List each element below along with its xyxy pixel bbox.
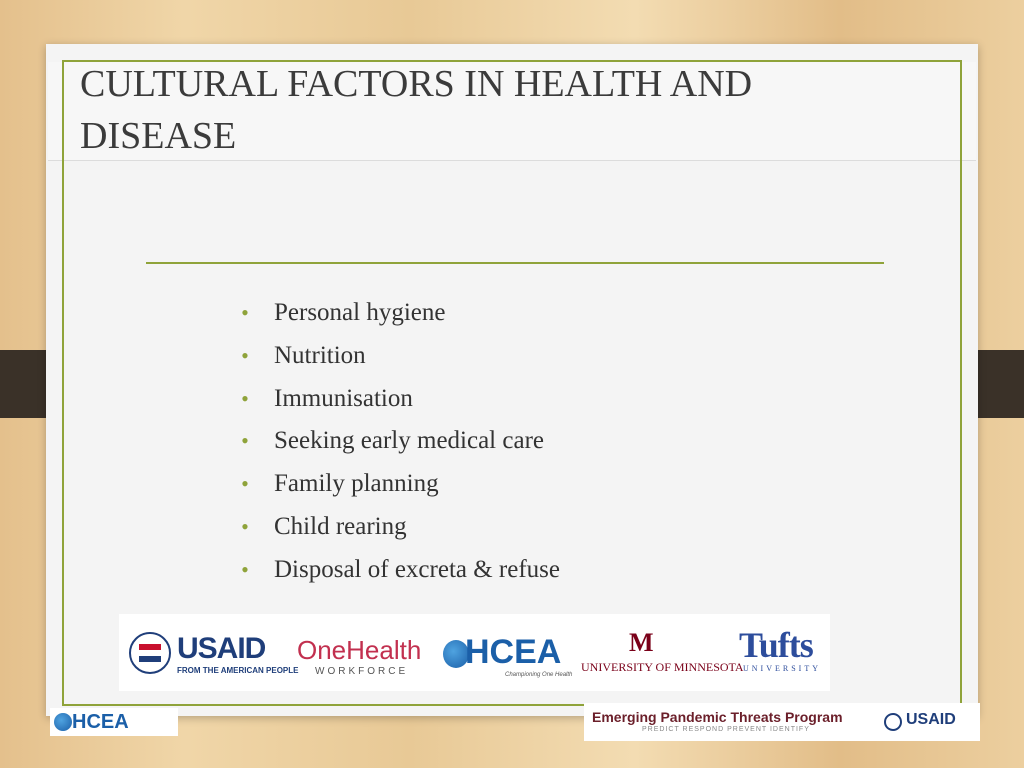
- usaid-seal-icon: [129, 632, 171, 674]
- list-item: • Family planning: [238, 463, 560, 506]
- umn-logo: UNIVERSITY OF MINNESOTA: [581, 660, 744, 674]
- list-item: • Immunisation: [238, 378, 560, 421]
- footer-ept-banner: [584, 703, 980, 741]
- bullet-icon: •: [241, 342, 249, 368]
- footer-hcea-logo: [50, 708, 178, 736]
- bullet-icon: •: [241, 556, 249, 582]
- bullet-list: [238, 292, 560, 592]
- bullet-icon: •: [241, 385, 249, 411]
- onehealth-tagline: WORKFORCE: [315, 666, 409, 677]
- list-item: • Nutrition: [238, 335, 560, 378]
- umn-m-icon: M: [629, 628, 654, 657]
- bullet-icon: •: [241, 300, 249, 325]
- bullet-icon: •: [241, 513, 249, 539]
- list-item: • Child rearing: [238, 506, 560, 549]
- bullet-icon: •: [241, 428, 249, 454]
- hcea-logo: HCEA: [465, 633, 562, 671]
- list-item: • Seeking early medical care: [238, 420, 560, 463]
- tufts-logo: Tufts: [739, 625, 813, 665]
- hcea-tagline: Championing One Health: [505, 672, 573, 678]
- footer-hcea-text: HCEA: [72, 711, 129, 733]
- tufts-tagline: UNIVERSITY: [743, 664, 821, 673]
- list-item: • Personal hygiene: [238, 292, 560, 335]
- usaid-logo: USAID: [177, 632, 266, 665]
- footer-usaid-text: USAID: [906, 711, 956, 728]
- divider-rule: [146, 262, 884, 264]
- ept-tagline: PREDICT RESPOND PREVENT IDENTIFY: [642, 726, 810, 733]
- onehealth-logo: OneHealth: [297, 635, 422, 665]
- partner-logo-strip: [119, 614, 830, 691]
- slide-title: CULTURAL FACTORS IN HEALTH AND DISEASE: [80, 63, 753, 157]
- bullet-icon: •: [241, 471, 249, 497]
- globe-icon: [54, 713, 72, 731]
- list-item: • Disposal of excreta & refuse: [238, 549, 560, 592]
- usaid-seal-icon: [884, 713, 902, 731]
- usaid-tagline: FROM THE AMERICAN PEOPLE: [177, 666, 299, 675]
- ept-title: Emerging Pandemic Threats Program: [592, 709, 843, 725]
